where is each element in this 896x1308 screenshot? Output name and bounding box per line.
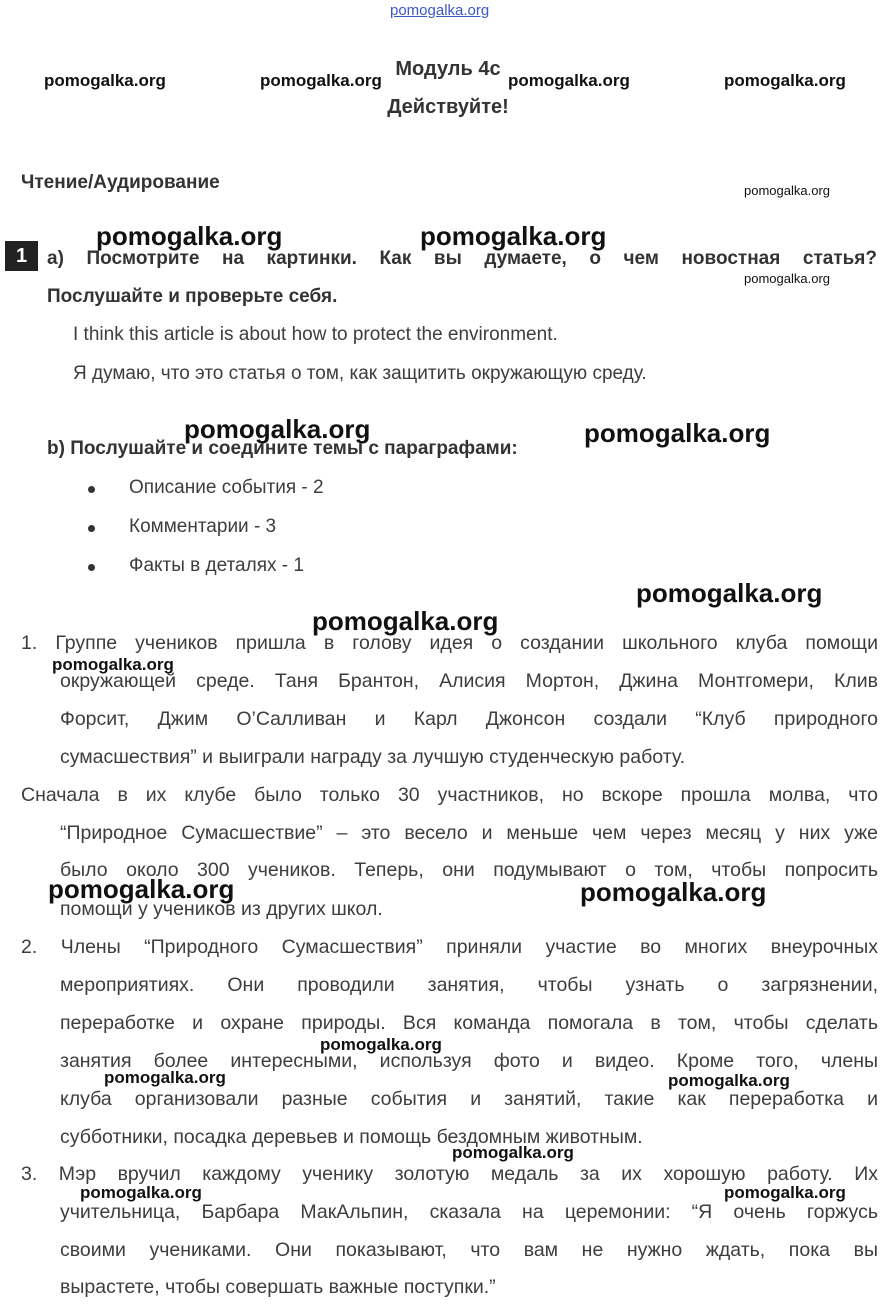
watermark: pomogalka.org (320, 1035, 442, 1054)
exercise-number-badge: 1 (5, 241, 38, 271)
paragraph-2-line: занятия более интересными, используя фото и видео. Кроме того, члены (60, 1050, 878, 1072)
top-site-link[interactable]: pomogalka.org (390, 2, 490, 19)
watermark: pomogalka.org (420, 221, 607, 251)
watermark: pomogalka.org (104, 1068, 226, 1087)
paragraph-2-line: переработке и охране природы. Вся команда помогала в том, чтобы сделать (60, 1012, 878, 1034)
paragraph-1-line: окружающей среде. Таня Брантон, Алисия Мортон, Джина Монтгомери, Клив (60, 670, 878, 692)
list-item: Комментарии - 3 (129, 516, 277, 537)
watermark: pomogalka.org (44, 71, 166, 90)
paragraph-1b-line: Сначала в их клубе было только 30 участников, но вскоре прошла молва, что (21, 784, 878, 806)
section-heading: Чтение/Аудирование (21, 172, 220, 193)
watermark: pomogalka.org (312, 606, 499, 636)
watermark: pomogalka.org (744, 183, 830, 198)
watermark: pomogalka.org (96, 221, 283, 251)
module-title: Модуль 4c (395, 58, 501, 80)
watermark: pomogalka.org (724, 1183, 846, 1202)
watermark: pomogalka.org (724, 71, 846, 90)
paragraph-1b-line: помощи у учеников из других школ. (60, 898, 383, 920)
watermark: pomogalka.org (508, 71, 630, 90)
paragraph-1-line: Форсит, Джим О’Салливан и Карл Джонсон создали “Клуб природного (60, 708, 878, 730)
paragraph-1-line: 1. Группе учеников пришла в голову идея о создании школьного клуба помощи (21, 632, 878, 654)
watermark: pomogalka.org (744, 271, 830, 286)
list-item: Факты в деталях - 1 (129, 555, 304, 576)
watermark: pomogalka.org (636, 578, 823, 608)
watermark: pomogalka.org (48, 874, 235, 904)
watermark: pomogalka.org (260, 71, 382, 90)
task-b-line: b) Послушайте и соедините темы с параграфами: (47, 438, 518, 459)
bullet (88, 525, 95, 532)
watermark: pomogalka.org (584, 418, 771, 448)
answer-russian: Я думаю, что это статья о том, как защитить окружающую среду. (73, 363, 647, 384)
watermark: pomogalka.org (452, 1143, 574, 1162)
paragraph-2-line: мероприятиях. Они проводили занятия, чтобы узнать о загрязнении, (60, 974, 878, 996)
task-a-line1: a) Посмотрите на картинки. Как вы думаете, о чем новостная статья? (47, 248, 877, 269)
watermark: pomogalka.org (184, 414, 371, 444)
answer-english: I think this article is about how to protect the environment. (73, 324, 558, 345)
paragraph-1-line: сумасшествия” и выиграли награду за лучшую студенческую работу. (60, 746, 686, 768)
task-a-line2: Послушайте и проверьте себя. (47, 286, 338, 307)
paragraph-2-line: субботники, посадка деревьев и помощь бездомным животным. (60, 1126, 643, 1148)
paragraph-3-line: учительница, Барбара МакАльпин, сказала на церемонии: “Я очень горжусь (60, 1201, 878, 1223)
paragraph-3-line: своими учениками. Они показывают, что вам не нужно ждать, пока вы (60, 1239, 878, 1261)
paragraph-2-line: клуба организовали разные события и занятий, такие как переработка и (60, 1088, 878, 1110)
bullet (88, 486, 95, 493)
watermark: pomogalka.org (80, 1183, 202, 1202)
bullet (88, 564, 95, 571)
paragraph-2-line: 2. Члены “Природного Сумасшествия” приняли участие во многих внеурочных (21, 936, 878, 958)
watermark: pomogalka.org (580, 877, 767, 907)
watermark: pomogalka.org (52, 655, 174, 674)
watermark: pomogalka.org (668, 1071, 790, 1090)
paragraph-1b-line: “Природное Сумасшествие” – это весело и меньше чем через месяц у них уже (60, 822, 878, 844)
module-subtitle: Действуйте! (387, 96, 509, 118)
paragraph-3-line: вырастете, чтобы совершать важные поступки.” (60, 1276, 496, 1298)
list-item: Описание события - 2 (129, 477, 324, 498)
paragraph-3-line: 3. Мэр вручил каждому ученику золотую медаль за их хорошую работу. Их (21, 1163, 878, 1185)
paragraph-1b-line: было около 300 учеников. Теперь, они подумывают о том, чтобы попросить (60, 859, 878, 881)
